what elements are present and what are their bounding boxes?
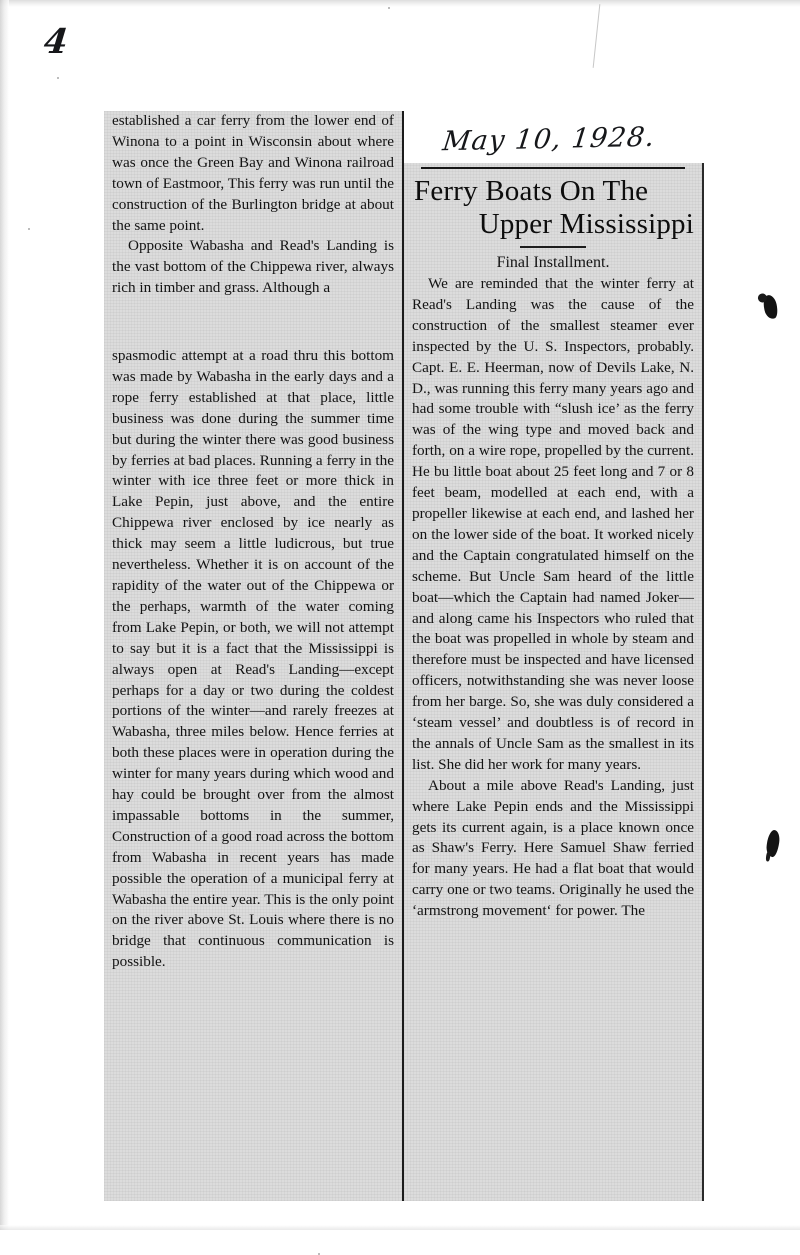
- headline-line-1: Ferry Boats On The: [414, 175, 649, 207]
- scan-edge-left: [0, 0, 9, 1230]
- left-column-upper-text: [104, 111, 402, 299]
- headline-line-2: Upper Mississippi: [478, 208, 694, 240]
- scan-speck: [388, 7, 390, 9]
- masthead-rule-mid: [520, 246, 586, 248]
- paragraph: About a mile above Read's Landing, just where Lake Pepin ends and the Mississippi gets its current again, is a place known once as Shaw's Ferry. Here Samuel Shaw ferried for many years. He had a flat boat that would carry one or two teams. Originally he used the ‘armstrong movement‘ for power. The: [412, 776, 694, 920]
- right-column-clipping: [404, 163, 704, 1201]
- right-column-text: [404, 274, 702, 922]
- scan-speck: [28, 228, 30, 230]
- left-column-lower-clipping: [104, 346, 404, 1201]
- ink-blot-icon: [765, 829, 781, 857]
- scan-speck: [57, 77, 59, 79]
- scan-edge-bottom: [0, 1225, 800, 1230]
- handwritten-page-number: 4: [41, 22, 70, 62]
- handwritten-date-annotation: May 10, 1928.: [440, 121, 658, 158]
- paragraph: We are reminded that the winter ferry at Read's Landing was the cause of the construction of the smallest steamer ever inspected by the U. S. Inspectors, probably. Capt. E. E. Heerman, now of Devils Lake, N. D., was running this ferry many years ago and had some trouble with “slush ice’ as the ferry was of the wing type and moved back and forth, on a wire rope, propelled by the current. He bu little boat about 25 feet long and 7 or 8 feet beam, modelled at each end, with a propeller likewise at each end, and lashed her on the lower side of the boat. It worked nicely and the Captain congratulated himself on the scheme. But Uncle Sam heard of the little boat—which the Captain had named Joker—and along came his Inspectors who ruled that the boat was propelled in whole by steam and therefore must be inspected and have licensed officers, notwithstanding she was never loose from her barge. So, she was duly considered a ‘steam vessel’ and doubtless is of record in the annals of Uncle Sam as the smallest in its list. She did her work for many years.: [412, 275, 694, 773]
- paragraph: spasmodic attempt at a road thru this bottom was made by Wabasha in the early days and a rope ferry established at that place, little business was done during the summer time but during the winter there was good business by ferries at bad places. Running a ferry in the winter with ice three feet or more thick in Lake Pepin, just above, and the entire Chippewa river enclosed by ice nearly as thick may seem a little ludicrous, but true nevertheless. Whether it is on account of the rapidity of the water out of the Chippewa or the perhaps, warmth of the water coming from Lake Pepin, or both, we will not attempt to say but it is a fact that the Mississippi is always open at Read's Landing—except perhaps for a day or two during the coldest portions of the winter—and rarely freezes at Wabasha, three miles below. Hence ferries at both these places were in operation during the winter for many years during which wood and hay could be brought over from the almost impassable bottoms in the summer, Construction of a good road across the bottom from Wabasha in recent years has made possible the operation of a municipal ferry at Wabasha the entire year. This is the only point on the river above St. Louis where there is no bridge that continuous communication is possible.: [112, 347, 394, 971]
- scan-crease-mark: [593, 4, 601, 68]
- left-column-lower-text: [104, 346, 402, 973]
- left-column-upper-clipping: [104, 111, 404, 346]
- ink-blot-icon: [762, 294, 780, 320]
- article-headline: [404, 175, 702, 241]
- article-subhead: Final Installment.: [496, 254, 610, 271]
- scan-edge-top: [0, 0, 800, 7]
- paragraph: established a car ferry from the lower end of Winona to a point in Wisconsin about where was once the Green Bay and Winona railroad town of Eastmoor, This ferry was run until the construction of the Burlington bridge at about the same point.: [112, 112, 394, 234]
- masthead-rule-top: [421, 167, 685, 169]
- paragraph: Opposite Wabasha and Read's Landing is the vast bottom of the Chippewa river, always rich in timber and grass. Although a: [112, 237, 394, 297]
